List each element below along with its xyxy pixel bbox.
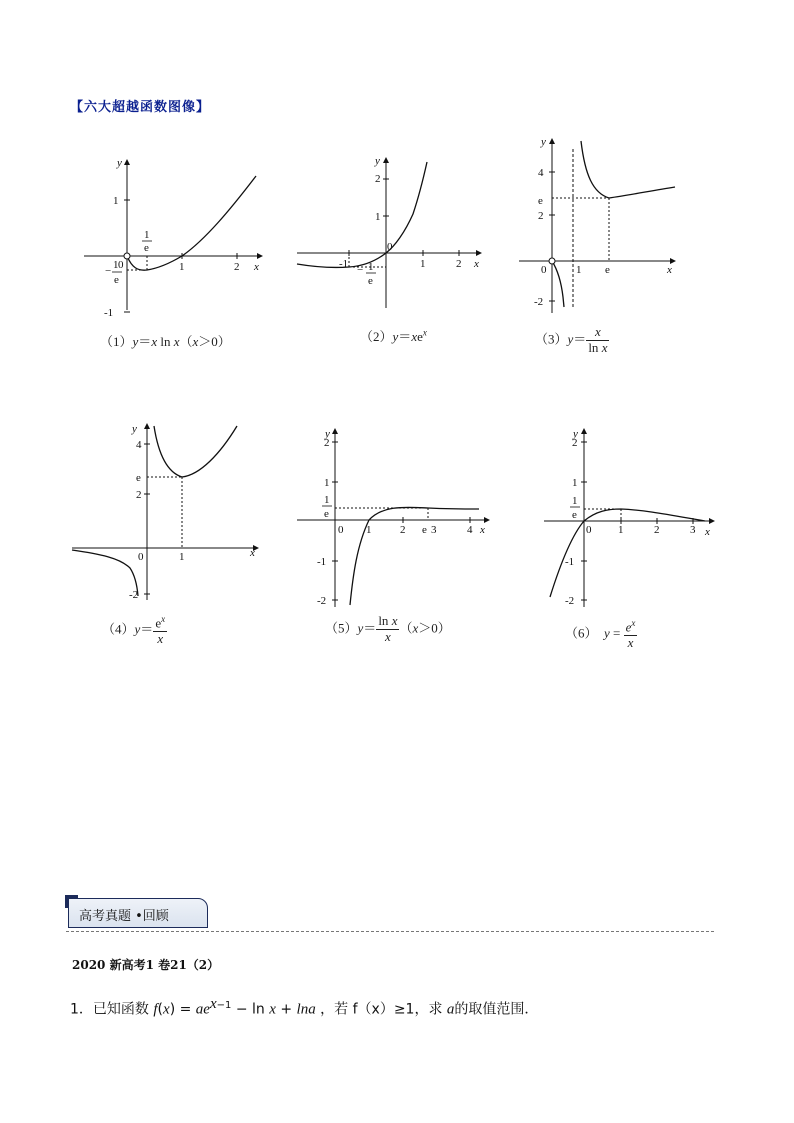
- svg-text:2: 2: [375, 173, 381, 185]
- svg-text:e: e: [324, 508, 329, 520]
- tick-one-over-e-den: e: [144, 242, 149, 254]
- svg-text:1: 1: [179, 261, 185, 273]
- exam-tag: 2020 新高考1 卷21（2）: [72, 958, 220, 972]
- svg-text:1: 1: [572, 495, 578, 507]
- caption-5: （5）y＝ $\frac{\text{ln x}}{x}$ （x＞0）: [325, 613, 451, 644]
- svg-text:y: y: [375, 155, 380, 167]
- svg-text:y: y: [325, 428, 330, 440]
- svg-text:x: x: [250, 547, 255, 559]
- svg-text:3: 3: [690, 524, 696, 536]
- caption-6: （6） y = $\frac{e^x}{x}$: [565, 618, 636, 651]
- svg-text:x: x: [705, 526, 710, 538]
- svg-text:-2: -2: [317, 595, 327, 607]
- svg-text:0: 0: [541, 264, 547, 276]
- svg-text:1: 1: [576, 264, 582, 276]
- caption-4: （4）y＝ $\frac{e^x}{x}$: [102, 614, 166, 647]
- curve-left: [552, 261, 564, 307]
- graph-6: [540, 425, 720, 610]
- curve: [297, 162, 427, 267]
- origin-label: 0: [118, 259, 124, 271]
- svg-text:0: 0: [387, 241, 393, 253]
- tick-one-over-e-num: 1: [144, 229, 150, 241]
- svg-text:1: 1: [420, 258, 426, 270]
- svg-text:0: 0: [338, 524, 344, 536]
- question-1: 1．已知函数 $f(x) = ae^{x-1} - \ln x + \ln a$ ，若 f（x）≥1，求 a的取值范围．: [70, 996, 539, 1018]
- svg-text:1: 1: [324, 477, 330, 489]
- svg-text:y: y: [573, 428, 578, 440]
- svg-text:−: −: [357, 264, 364, 276]
- svg-text:e: e: [538, 195, 543, 207]
- curve-right: [154, 426, 237, 477]
- svg-text:2: 2: [136, 489, 142, 501]
- svg-text:e: e: [572, 509, 577, 521]
- svg-text:3: 3: [431, 524, 437, 536]
- svg-text:x: x: [667, 264, 672, 276]
- curve: [350, 507, 479, 605]
- svg-text:4: 4: [538, 167, 544, 179]
- svg-text:1: 1: [618, 524, 624, 536]
- svg-text:1: 1: [366, 524, 372, 536]
- svg-text:-2: -2: [129, 589, 139, 601]
- svg-text:y: y: [541, 136, 546, 148]
- svg-text:2: 2: [234, 261, 240, 273]
- svg-text:1: 1: [113, 195, 119, 207]
- svg-text:2: 2: [456, 258, 462, 270]
- svg-text:-2: -2: [534, 296, 544, 308]
- svg-text:-2: -2: [565, 595, 575, 607]
- svg-text:0: 0: [138, 551, 144, 563]
- svg-text:2: 2: [324, 437, 330, 449]
- svg-text:-1: -1: [339, 258, 349, 270]
- caption-1: （1）y＝x ln x（x＞0）: [100, 334, 231, 349]
- svg-text:4: 4: [136, 439, 142, 451]
- svg-text:-1: -1: [317, 556, 327, 568]
- caption-2: $(2)y=xe^x$: [360, 327, 427, 344]
- divider: [66, 931, 714, 932]
- curve-right: [581, 141, 675, 198]
- open-point: [549, 258, 555, 264]
- svg-text:2: 2: [572, 437, 578, 449]
- svg-text:-1: -1: [104, 307, 114, 319]
- svg-text:4: 4: [467, 524, 473, 536]
- tick-neg-one-over-e: −: [105, 265, 112, 277]
- graph-xex: [295, 150, 490, 320]
- svg-text:e: e: [422, 524, 427, 536]
- graph-x-over-lnx: [515, 135, 690, 315]
- graph-ex-over-x: [70, 420, 265, 605]
- caption-3: （3）y＝ $\frac{x}{\text{ln x}}$: [535, 324, 608, 355]
- svg-text:e: e: [368, 275, 373, 287]
- graph-lnx-over-x: [295, 425, 495, 610]
- section-title: 【六大超越函数图像】: [70, 100, 211, 115]
- open-point: [124, 253, 130, 259]
- svg-text:1: 1: [368, 261, 374, 273]
- svg-text:1: 1: [113, 259, 119, 271]
- curve: [550, 509, 705, 597]
- svg-text:e: e: [136, 472, 141, 484]
- svg-text:-1: -1: [565, 556, 575, 568]
- svg-text:y: y: [132, 423, 137, 435]
- y-axis-label: y: [117, 157, 122, 169]
- svg-text:2: 2: [654, 524, 660, 536]
- x-axis-label: x: [254, 261, 259, 273]
- graph-xlnx: [80, 150, 270, 320]
- svg-text:1: 1: [572, 477, 578, 489]
- svg-text:1: 1: [375, 211, 381, 223]
- svg-text:1: 1: [179, 551, 185, 563]
- svg-text:1: 1: [324, 494, 330, 506]
- svg-text:2: 2: [538, 210, 544, 222]
- svg-text:e: e: [605, 264, 610, 276]
- svg-text:0: 0: [586, 524, 592, 536]
- svg-text:2: 2: [400, 524, 406, 536]
- section-banner: 高考真题 •回顾: [68, 898, 208, 928]
- svg-text:x: x: [480, 524, 485, 536]
- svg-text:e: e: [114, 274, 119, 286]
- svg-text:x: x: [474, 258, 479, 270]
